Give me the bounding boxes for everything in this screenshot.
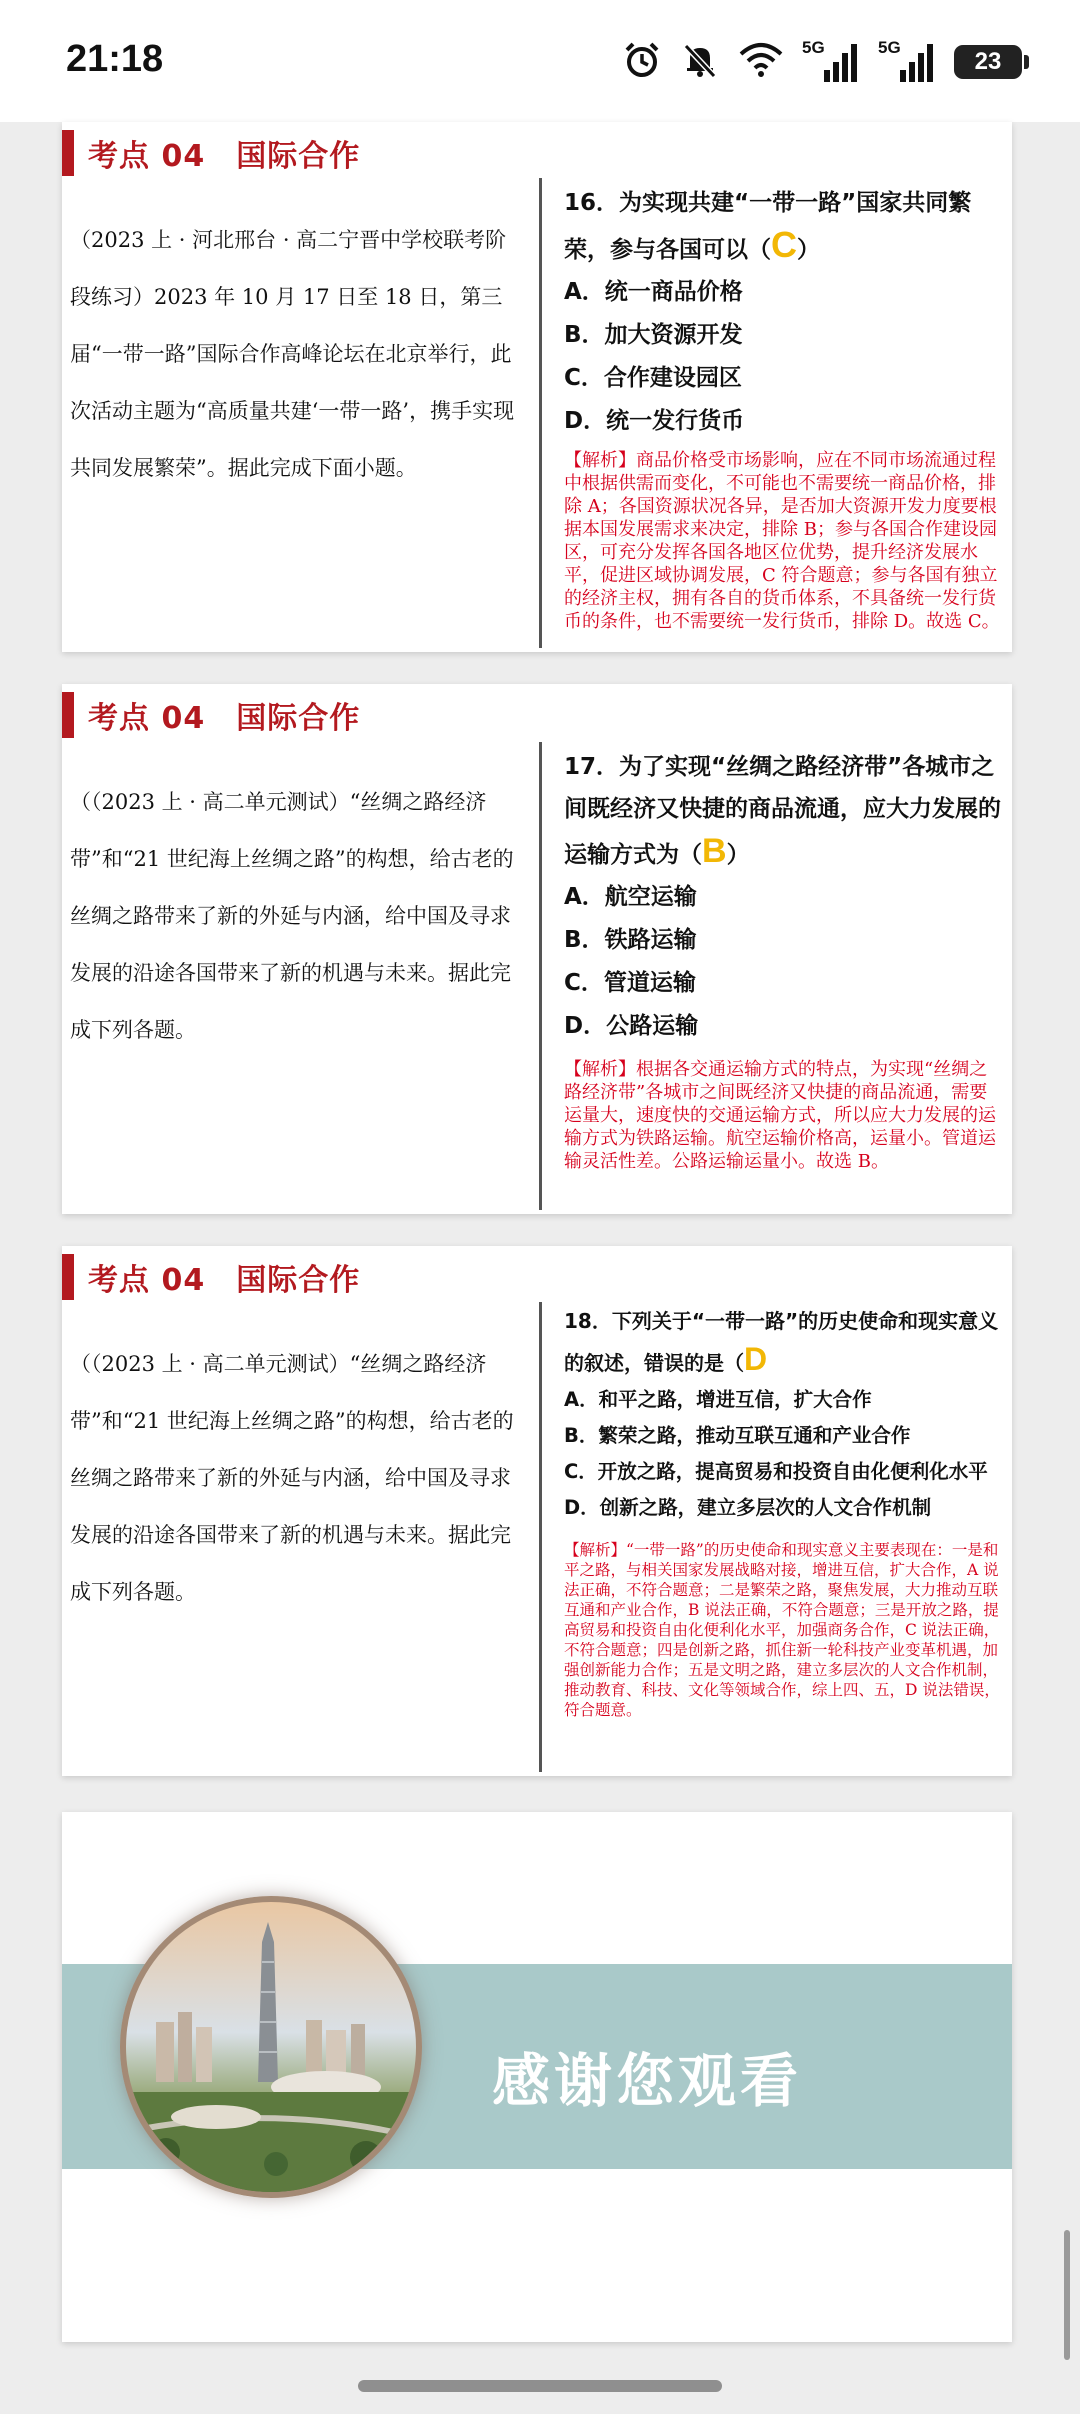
column-divider — [539, 178, 542, 648]
option-a: A．航空运输 — [564, 884, 697, 910]
scrollbar[interactable] — [1064, 2230, 1070, 2360]
passage-text: （（2023 上 · 高二单元测试）“丝绸之路经济带”和“21 世纪海上丝绸之路”的构想，给古老的丝绸之路带来了新的外延与内涵，给中国及寻求发展的沿途各国带来了新的机遇与未来。据此完成下列各题。 — [70, 790, 514, 1042]
signal-icon — [878, 38, 936, 82]
question-stem: 18．下列关于“一带一路”的历史使命和现实意义的叙述，错误的是（D — [564, 1309, 999, 1377]
question-block — [564, 746, 1004, 1173]
slide-thanks[interactable] — [62, 1812, 1012, 2342]
thanks-text: 感谢您观看 — [492, 2047, 803, 2115]
status-bar — [0, 0, 1080, 122]
signal-label: 5G — [878, 38, 901, 57]
answer-mark: B — [702, 832, 727, 870]
slide-question-16[interactable] — [62, 122, 1012, 652]
header-accent-bar — [62, 692, 74, 738]
analysis-text: 【解析】“一带一路”的历史使命和现实意义主要表现在：一是和平之路，与相关国家发展战略对接，增进互信，扩大合作，A 说法正确，不符合题意；二是繁荣之路，聚焦发展，大力推动互联互通和产业合作，B 说法正确，不符合题意；三是开放之路，提高贸易和投资自由化便利化水平，加强商务合作，C 说法正确，不符合题意；四是创新之路，抓住新一轮科技产业变革机遇，加强创新能力合作；五是文明之路，建立多层次的人文合作机制，推动教育、科技、文化等领域合作，综上四、五，D 说法错误，符合题意。 — [564, 1541, 1000, 1719]
option-b: B．繁荣之路，推动互联互通和产业合作 — [564, 1424, 911, 1447]
option-c: C．开放之路，提高贸易和投资自由化便利化水平 — [564, 1460, 988, 1483]
slide-header — [62, 130, 360, 176]
battery-icon: 23 — [954, 45, 1022, 79]
option-b: B．铁路运输 — [564, 927, 697, 953]
home-indicator[interactable] — [358, 2380, 722, 2392]
passage-text: （2023 上 · 河北邢台 · 高二宁晋中学校联考阶段练习）2023 年 10 月 17 日至 18 日，第三届“一带一路”国际合作高峰论坛在北京举行，此次活动主题为“高质量共建‘一带一路’，携手实现共同发展繁荣”。据此完成下面小题。 — [70, 228, 515, 480]
signal-label: 5G — [802, 38, 825, 57]
analysis-text: 【解析】根据各交通运输方式的特点，为实现“丝绸之路经济带”各城市之间既经济又快捷的商品流通，需要运量大，速度快的交通运输方式，所以应大力发展的运输方式为铁路运输。航空运输价格高，运量小。管道运输灵活性差。公路运输运量小。故选 B。 — [564, 1059, 996, 1172]
header-accent-bar — [62, 130, 74, 176]
answer-mark: D — [744, 1341, 768, 1377]
option-d: D．公路运输 — [564, 1013, 699, 1039]
city-photo — [120, 1896, 422, 2198]
answer-mark: C — [771, 224, 797, 265]
slide-question-18[interactable] — [62, 1246, 1012, 1776]
option-c: C．管道运输 — [564, 970, 696, 996]
bell-muted-icon — [680, 40, 720, 84]
analysis-text: 【解析】商品价格受市场影响，应在不同市场流通过程中根据供需而变化，不可能也不需要统一商品价格，排除 A；各国资源状况各异，是否加大资源开发力度要根据本国发展需求来决定，排除 B；参与各国合作建设园区，可充分发挥各国各地区位优势，提升经济发展水平，促进区域协调发展，C 符合题意；参与各国有独立的经济主权，拥有各自的货币体系，不具备统一发行货币的条件，也不需要统一发行货币，排除 D。故选 C。 — [564, 450, 1000, 632]
question-stem: 16．为实现共建“一带一路”国家共同繁荣，参与各国可以（C） — [564, 190, 972, 265]
slide-header-title: 考点 04 国际合作 — [88, 701, 361, 736]
status-icons — [622, 40, 1022, 84]
option-a: A．和平之路，增进互信，扩大合作 — [564, 1388, 872, 1411]
option-c: C．合作建设园区 — [564, 365, 742, 391]
header-accent-bar — [62, 1254, 74, 1300]
slide-header-title: 考点 04 国际合作 — [88, 139, 361, 174]
column-divider — [539, 742, 542, 1210]
passage-text: （（2023 上 · 高二单元测试）“丝绸之路经济带”和“21 世纪海上丝绸之路”的构想，给古老的丝绸之路带来了新的外延与内涵，给中国及寻求发展的沿途各国带来了新的机遇与未来。据此完成下列各题。 — [70, 1352, 514, 1604]
option-d: D．统一发行货币 — [564, 408, 745, 434]
question-stem: 17．为了实现“丝绸之路经济带”各城市之间既经济又快捷的商品流通，应大力发展的运输方式为（B） — [564, 754, 1001, 870]
signal-icon — [802, 38, 860, 82]
option-b: B．加大资源开发 — [564, 322, 743, 348]
slide-header — [62, 1254, 360, 1300]
slide-header — [62, 692, 360, 738]
question-block — [564, 182, 1004, 633]
column-divider — [539, 1302, 542, 1772]
slide-header-title: 考点 04 国际合作 — [88, 1263, 361, 1298]
slide-question-17[interactable] — [62, 684, 1012, 1214]
option-a: A．统一商品价格 — [564, 279, 743, 305]
alarm-icon — [622, 40, 662, 84]
status-time: 21:18 — [66, 38, 164, 80]
wifi-icon — [738, 42, 784, 82]
option-d: D．创新之路，建立多层次的人文合作机制 — [564, 1496, 932, 1519]
question-block — [564, 1302, 1004, 1720]
